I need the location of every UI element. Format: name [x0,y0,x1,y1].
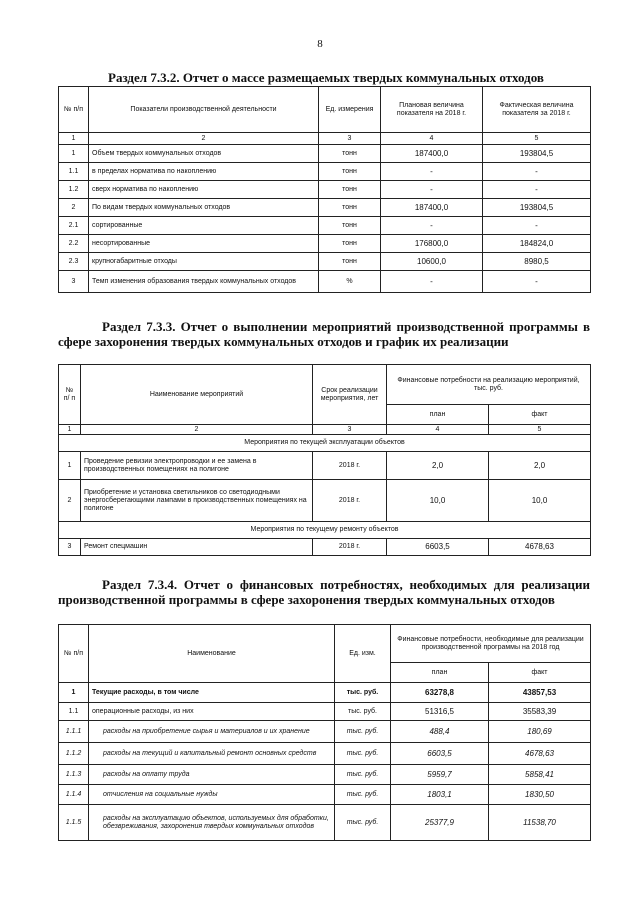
row-fact: 4678,63 [489,539,591,556]
row-unit: тонн [319,253,381,271]
row-fact: 193804,5 [483,145,591,163]
row-name: сверх норматива по накоплению [89,181,319,199]
header-unit: Ед. изм. [335,625,391,683]
row-num: 2 [59,199,89,217]
group-row [59,522,591,539]
row-plan: 187400,0 [381,199,483,217]
row-num: 3 [59,271,89,293]
row-plan: 176800,0 [381,235,483,253]
row-num: 1.1.3 [59,765,89,785]
row-plan: - [381,181,483,199]
header-name: Наименование мероприятий [81,365,313,425]
section-7-3-3-title: Раздел 7.3.3. Отчет о выполнении мероприятий производственной программы в сфере захоронения твердых коммунальных отходов и график их реализации [58,319,590,349]
row-name: Проведение ревизии электропроводки и ее замена в производственных помещениях на полигоне [81,452,313,480]
header-num: № п/ п [59,365,81,425]
row-unit: тыс. руб. [335,785,391,805]
row-name: отчисления на социальные нужды [89,785,335,805]
row-name: По видам твердых коммунальных отходов [89,199,319,217]
row-plan: 10600,0 [381,253,483,271]
row-plan: 10,0 [387,480,489,522]
table-row [59,253,591,271]
waste-mass-table [58,86,591,293]
table-row [59,452,591,480]
row-plan: 63278,8 [391,683,489,703]
row-unit: тыс. руб. [335,721,391,743]
row-num: 1.1.2 [59,743,89,765]
row-term: 2018 г. [313,452,387,480]
table-row [59,785,591,805]
table-row [59,217,591,235]
header-plan: план [387,405,489,425]
colnum: 4 [387,425,489,435]
table-row [59,145,591,163]
row-num: 1.1.5 [59,805,89,841]
row-unit: тонн [319,181,381,199]
page-number: 8 [317,38,323,50]
table-row [59,765,591,785]
row-fact: 11538,70 [489,805,591,841]
row-fact: 1830,50 [489,785,591,805]
row-unit: тыс. руб. [335,683,391,703]
row-fact: 193804,5 [483,199,591,217]
row-unit: тонн [319,217,381,235]
row-fact: 35583,39 [489,703,591,721]
row-fact: 10,0 [489,480,591,522]
group-label: Мероприятия по текущему ремонту объектов [59,522,591,539]
row-unit: тыс. руб. [335,703,391,721]
colnum: 1 [59,425,81,435]
row-unit: тонн [319,145,381,163]
header-term: Срок реализации мероприятия, лет [313,365,387,425]
column-number-row [59,133,591,145]
table-row [59,480,591,522]
group-row [59,435,591,452]
row-plan: 25377,9 [391,805,489,841]
table-header-row [59,87,591,133]
row-unit: тонн [319,235,381,253]
header-plan: Плановая величина показателя на 2018 г. [381,87,483,133]
row-num: 1.1.4 [59,785,89,805]
row-name: расходы на эксплуатацию объектов, используемых для обработки, обезвреживания, захоронения твердых коммунальных отходов [89,805,335,841]
row-term: 2018 г. [313,480,387,522]
row-num: 1.1 [59,703,89,721]
row-num: 1 [59,452,81,480]
colnum: 1 [59,133,89,145]
row-fact: - [483,163,591,181]
row-num: 3 [59,539,81,556]
table-row [59,181,591,199]
row-plan: - [381,163,483,181]
row-fact: - [483,181,591,199]
row-name: крупногабаритные отходы [89,253,319,271]
table-header-row [59,625,591,663]
row-fact: 4678,63 [489,743,591,765]
section-7-3-4-title: Раздел 7.3.4. Отчет о финансовых потребностях, необходимых для реализации производственной программы в сфере захоронения твердых коммунальных отходов [58,577,590,607]
row-name: расходы на текущий и капитальный ремонт основных средств [89,743,335,765]
row-name: операционные расходы, из них [89,703,335,721]
row-num: 1 [59,683,89,703]
table-row [59,163,591,181]
row-fact: 180,69 [489,721,591,743]
header-num: № п/п [59,625,89,683]
row-name: расходы на оплату труда [89,765,335,785]
table-row [59,743,591,765]
row-num: 2 [59,480,81,522]
table-row [59,703,591,721]
row-unit: тыс. руб. [335,765,391,785]
section-7-3-2-title: Раздел 7.3.2. Отчет о массе размещаемых твердых коммунальных отходов [108,70,544,85]
row-name: расходы на приобретение сырья и материалов и их хранение [89,721,335,743]
row-plan: 6603,5 [387,539,489,556]
row-plan: 6603,5 [391,743,489,765]
header-plan: план [391,663,489,683]
row-num: 2.3 [59,253,89,271]
header-finance: Финансовые потребности на реализацию мероприятий, тыс. руб. [387,365,591,405]
table-row [59,805,591,841]
table-header-row [59,365,591,405]
row-plan: - [381,271,483,293]
row-plan: 51316,5 [391,703,489,721]
row-fact: - [483,217,591,235]
row-fact: - [483,271,591,293]
table-row [59,683,591,703]
row-unit: тонн [319,163,381,181]
financial-needs-table [58,624,591,841]
group-label: Мероприятия по текущей эксплуатации объектов [59,435,591,452]
row-plan: - [381,217,483,235]
header-finance: Финансовые потребности, необходимые для реализации производственной программы на 2018 год [391,625,591,663]
row-name: в пределах норматива по накоплению [89,163,319,181]
colnum: 4 [381,133,483,145]
measures-table [58,364,591,556]
row-plan: 187400,0 [381,145,483,163]
table-row [59,235,591,253]
colnum: 2 [89,133,319,145]
colnum: 3 [319,133,381,145]
row-plan: 488,4 [391,721,489,743]
table-row [59,271,591,293]
row-fact: 2,0 [489,452,591,480]
row-unit: % [319,271,381,293]
header-name: Наименование [89,625,335,683]
row-fact: 43857,53 [489,683,591,703]
row-unit: тонн [319,199,381,217]
row-fact: 8980,5 [483,253,591,271]
row-name: сортированные [89,217,319,235]
header-fact: Фактическая величина показателя за 2018 г. [483,87,591,133]
header-num: № п/п [59,87,89,133]
row-num: 1 [59,145,89,163]
header-indicator: Показатели производственной деятельности [89,87,319,133]
row-term: 2018 г. [313,539,387,556]
header-fact: факт [489,663,591,683]
row-name: Объем твердых коммунальных отходов [89,145,319,163]
row-num: 2.2 [59,235,89,253]
colnum: 3 [313,425,387,435]
column-number-row [59,425,591,435]
row-num: 1.2 [59,181,89,199]
table-row [59,539,591,556]
row-unit: тыс. руб. [335,743,391,765]
row-plan: 2,0 [387,452,489,480]
header-unit: Ед. измерения [319,87,381,133]
row-name: Темп изменения образования твердых коммунальных отходов [89,271,319,293]
colnum: 5 [489,425,591,435]
colnum: 2 [81,425,313,435]
colnum: 5 [483,133,591,145]
row-num: 1.1 [59,163,89,181]
row-num: 2.1 [59,217,89,235]
row-num: 1.1.1 [59,721,89,743]
row-name: Текущие расходы, в том числе [89,683,335,703]
row-name: Ремонт спецмашин [81,539,313,556]
table-row [59,199,591,217]
row-name: несортированные [89,235,319,253]
row-plan: 5959,7 [391,765,489,785]
row-plan: 1803,1 [391,785,489,805]
header-fact: факт [489,405,591,425]
row-fact: 5858,41 [489,765,591,785]
row-name: Приобретение и установка светильников со светодиодными энергосберегающими лампами в производственных помещениях на полигоне [81,480,313,522]
row-unit: тыс. руб. [335,805,391,841]
table-row [59,721,591,743]
row-fact: 184824,0 [483,235,591,253]
